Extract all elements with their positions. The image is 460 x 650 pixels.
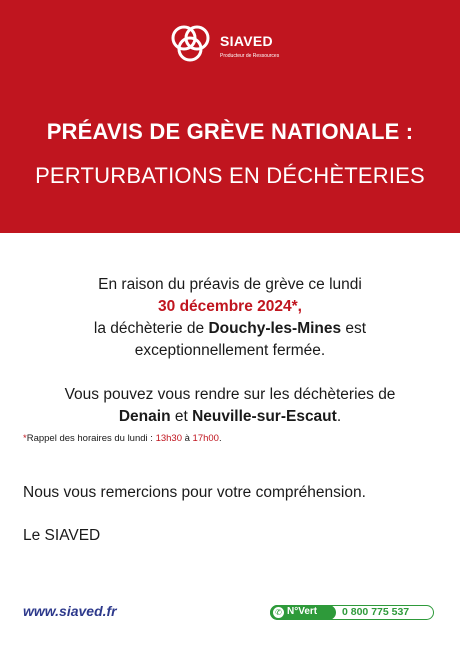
siaved-logo-icon bbox=[166, 20, 216, 66]
message-line-3-suffix: est bbox=[341, 320, 367, 337]
message-line-3-prefix: la déchèterie de bbox=[93, 320, 209, 337]
message-conjunction: et bbox=[170, 408, 193, 425]
note-end: . bbox=[218, 433, 222, 444]
siaved-logo bbox=[166, 20, 296, 66]
header-banner bbox=[0, 0, 460, 233]
note-open-time: 13h30 bbox=[155, 433, 182, 444]
note-text: Rappel des horaires du lundi : bbox=[26, 433, 156, 444]
message-line-6 bbox=[0, 406, 460, 428]
numero-vert-label: N°Vert bbox=[287, 606, 318, 617]
message-line-3 bbox=[0, 318, 460, 340]
numero-vert-badge bbox=[270, 605, 336, 620]
headline-title: PRÉAVIS DE GRÈVE NATIONALE : bbox=[46, 119, 414, 144]
headline-subtitle: PERTURBATIONS EN DÉCHÈTERIES bbox=[35, 163, 425, 188]
hours-reminder-note bbox=[23, 433, 222, 444]
note-close-time: 17h00 bbox=[192, 433, 219, 444]
message-line-1: En raison du préavis de grève ce lundi bbox=[98, 276, 362, 293]
logo-name: SIAVED bbox=[220, 33, 273, 49]
phone-number[interactable]: 0 800 775 537 bbox=[342, 606, 410, 618]
phone-icon: ✆ bbox=[273, 607, 284, 618]
signature: Le SIAVED bbox=[23, 527, 101, 544]
message-line-4: exceptionnellement fermée. bbox=[134, 342, 326, 359]
alternative-site-b: Neuville-sur-Escaut bbox=[192, 408, 337, 425]
note-asterisk: * bbox=[23, 433, 27, 444]
logo-tagline: Producteur de Ressources bbox=[220, 53, 280, 59]
message-date-line bbox=[0, 296, 460, 318]
thanks-text: Nous vous remercions pour votre compréhension. bbox=[23, 484, 366, 501]
message-period: . bbox=[336, 408, 342, 425]
strike-date: 30 décembre 2024*, bbox=[158, 298, 302, 315]
closed-site-name: Douchy-les-Mines bbox=[208, 320, 342, 337]
note-separator: à bbox=[181, 433, 193, 444]
alternative-site-a: Denain bbox=[118, 408, 171, 425]
message-line-5: Vous pouvez vous rendre sur les déchèteries de bbox=[64, 386, 396, 403]
website-link[interactable]: www.siaved.fr bbox=[23, 603, 117, 619]
